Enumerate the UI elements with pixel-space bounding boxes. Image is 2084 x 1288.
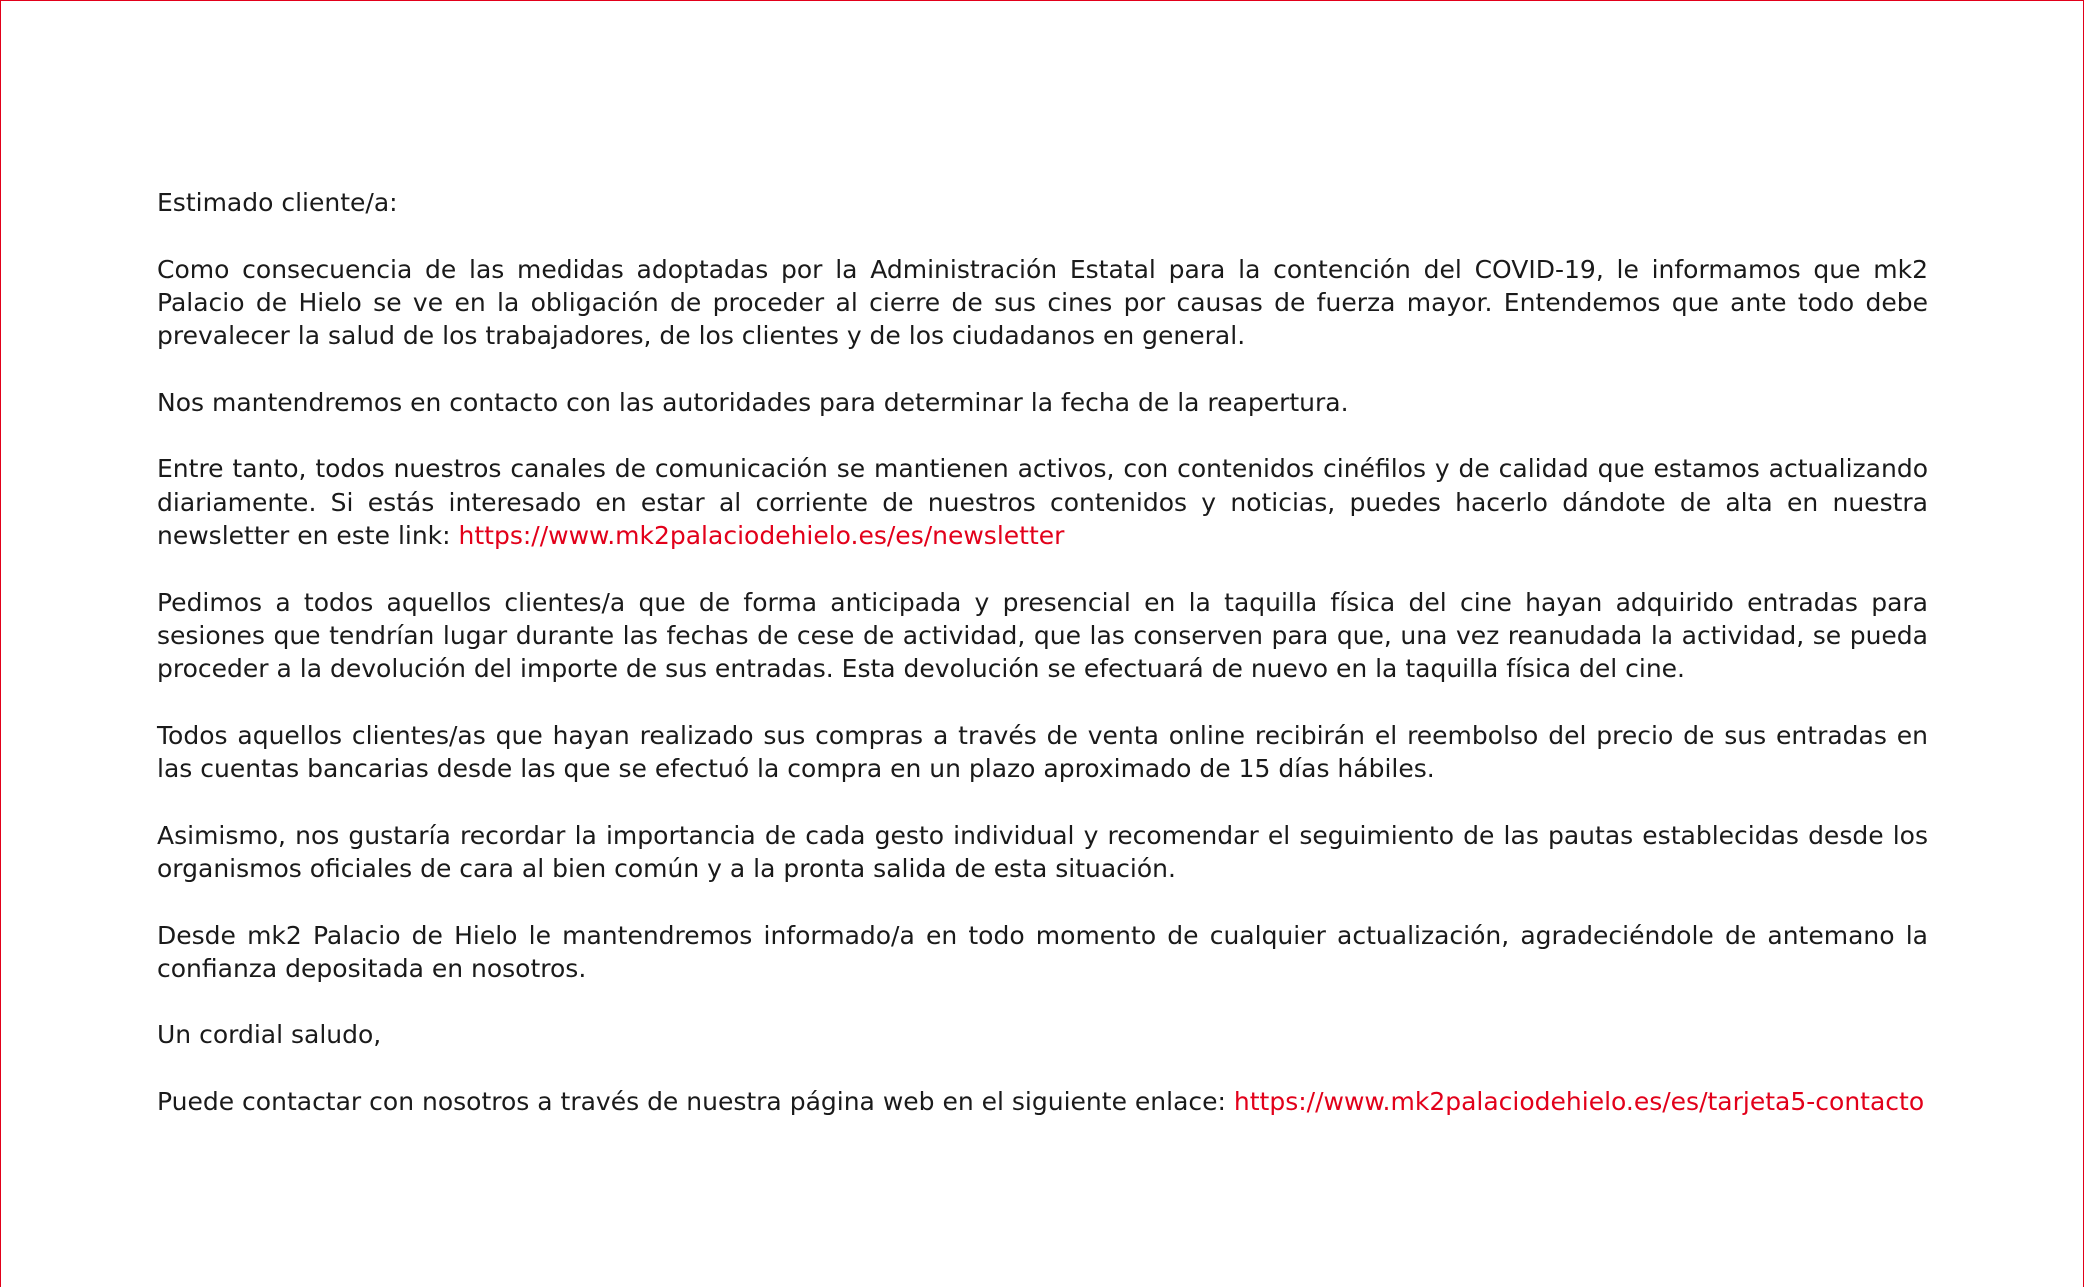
letter-body — [157, 186, 1928, 1152]
greeting: Estimado cliente/a: — [157, 188, 398, 217]
paragraph-closure-notice: Como consecuencia de las medidas adoptadas por la Administración Estatal para la contención del COVID-19, le informamos que mk2 Palacio de Hielo se ve en la obligación de proceder al cierre de sus cines por causas de fuerza mayor. Entendemos que ante todo debe prevalecer la salud de los trabajadores, de los clientes y de los ciudadanos en general. — [157, 254, 1928, 351]
paragraph-contact — [157, 1085, 1928, 1118]
newsletter-text: Entre tanto, todos nuestros canales de comunicación se mantienen activos, con contenidos cinéfilos y de calidad que estamos actualizando diariamente. Si estás interesado en estar al corriente de nuestros contenidos y noticias, puedes hacerlo dándote de alta en nuestra newsletter en este link: — [157, 454, 1928, 550]
paragraph-keep-informed: Desde mk2 Palacio de Hielo le mantendremos informado/a en todo momento de cualquier actualización, agradeciéndole de antemano la confianza depositada en nosotros. — [157, 920, 1928, 983]
closing: Un cordial saludo, — [157, 1020, 382, 1050]
contact-link[interactable]: https://www.mk2palaciodehielo.es/es/tarjeta5-contacto — [1233, 1087, 1925, 1117]
newsletter-link[interactable]: https://www.mk2palaciodehielo.es/es/newsletter — [458, 520, 1065, 550]
paragraph-box-office-refund: Pedimos a todos aquellos clientes/a que de forma anticipada y presencial en la taquilla física del cine hayan adquirido entradas para sesiones que tendrían lugar durante las fechas de cese de actividad, que las conserven para que, una vez reanudada la actividad, se pueda proceder a la devolución del importe de sus entradas. Esta devolución se efectuará de nuevo en la taquilla física del cine. — [157, 587, 1928, 684]
paragraph-authorities: Nos mantendremos en contacto con las autoridades para determinar la fecha de la reapertura. — [157, 387, 1349, 417]
contact-text: Puede contactar con nosotros a través de nuestra página web en el siguiente enlace: — [157, 1087, 1234, 1117]
paragraph-newsletter — [157, 452, 1928, 552]
paragraph-recommendations: Asimismo, nos gustaría recordar la importancia de cada gesto individual y recomendar el seguimiento de las pautas establecidas desde los organismos oficiales de cara al bien común y a la pronta salida de esta situación. — [157, 820, 1928, 883]
paragraph-online-refund: Todos aquellos clientes/as que hayan realizado sus compras a través de venta online recibirán el reembolso del precio de sus entradas en las cuentas bancarias desde las que se efectuó la compra en un plazo aproximado de 15 días hábiles. — [157, 720, 1928, 784]
